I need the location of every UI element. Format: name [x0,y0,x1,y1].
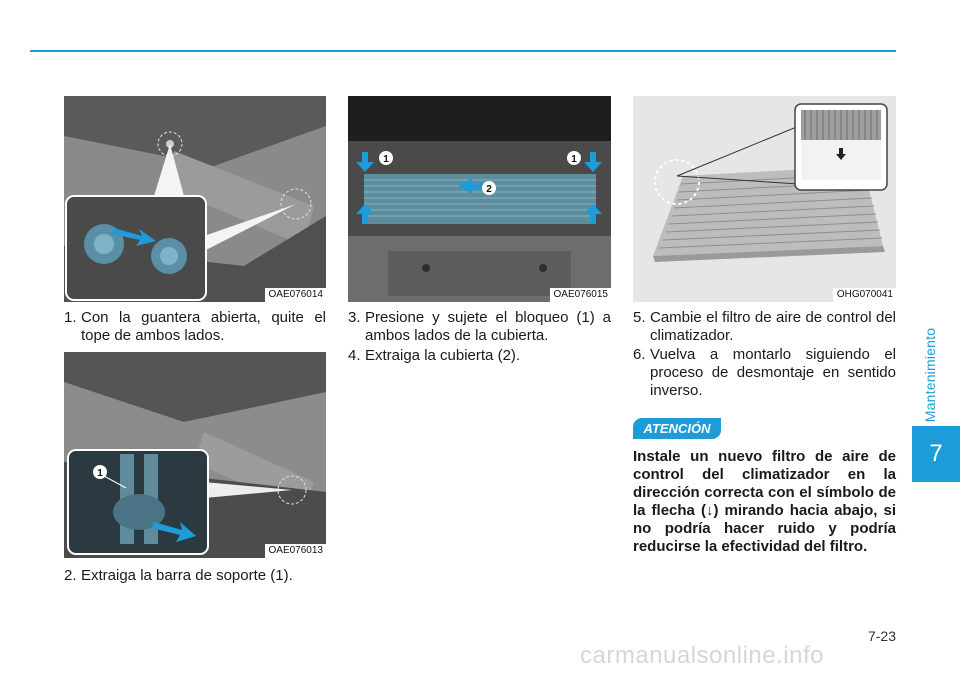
step-text: Extraiga la barra de soporte (1). [81,567,293,584]
support-bar-illustration [64,352,326,558]
step-number: 2. [64,567,77,584]
step-5 [633,309,896,345]
callout-1-left: 1 [383,154,389,165]
figure-code: OAE076014 [265,288,327,302]
callout-1-right: 1 [571,154,577,165]
air-filter-illustration [633,96,896,302]
step-2 [64,567,326,585]
figure-support-bar [64,352,326,558]
step-text: Extraiga la cubierta (2). [365,347,521,364]
figure-code: OAE076013 [265,544,327,558]
step-number: 6. [633,346,646,363]
figure-code: OAE076015 [550,288,612,302]
figure-cover-lock [348,96,611,302]
step-number: 4. [348,347,361,364]
step-text: Cambie el filtro de aire de control del climatizador. [650,309,896,344]
step-3 [348,309,611,345]
chapter-tab: 7 [912,426,960,482]
header-rule [30,50,896,52]
step-6 [633,346,896,400]
section-title: Mantenimiento [922,327,938,423]
attention-badge: ATENCIÓN [633,418,721,439]
glovebox-stopper-illustration [64,96,326,302]
step-text: Vuelva a montarlo siguiendo el proceso de desmontaje en sentido inverso. [650,346,896,399]
attention-text: Instale un nuevo filtro de aire de control del climatizador en la dirección correcta con el símbolo de la flecha (↓) mirando hacia abajo, si no podría hacer ruido y podría reducirse la efectividad del filtro. [633,448,896,555]
step-text: Con la guantera abierta, quite el tope de ambos lados. [81,309,326,344]
callout-1: 1 [97,468,103,479]
watermark: carmanualsonline.info [580,642,824,669]
callout-2: 2 [486,184,492,195]
figure-glovebox-stopper [64,96,326,302]
step-1 [64,309,326,345]
figure-air-filter [633,96,896,302]
step-text: Presione y sujete el bloqueo (1) a ambos lados de la cubierta. [365,309,611,344]
step-number: 1. [64,309,77,326]
step-4 [348,347,611,365]
figure-code: OHG070041 [833,288,896,302]
step-number: 5. [633,309,646,326]
page-number: 7-23 [867,628,896,644]
cover-lock-illustration [348,96,611,302]
step-number: 3. [348,309,361,326]
